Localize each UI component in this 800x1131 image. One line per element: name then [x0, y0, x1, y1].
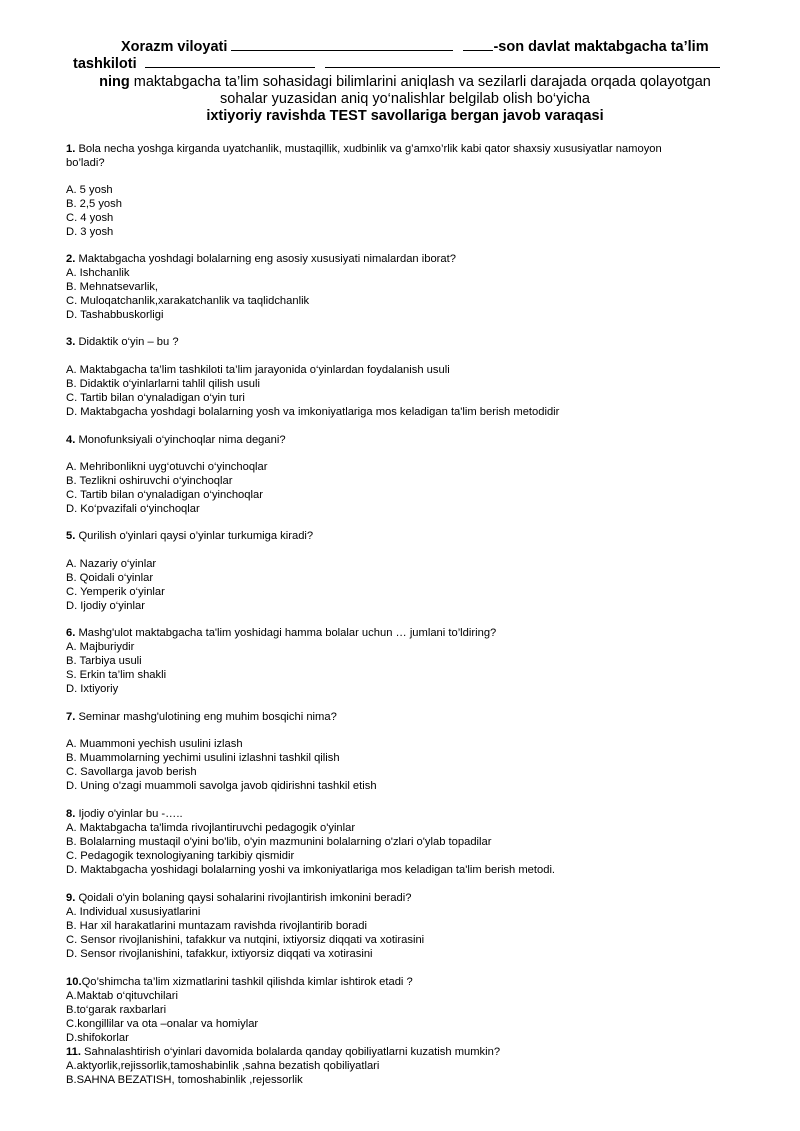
- question-text: Sahnalashtirish o‘yinlari davomida bolalarda qanday qobiliyatlarni kuzatish mumkin?: [80, 1046, 501, 1058]
- option: A. Nazariy o‘yinlar: [66, 558, 157, 570]
- header-line-4: sohalar yuzasidan aniq yo‘nalishlar belgilab olish bo‘yicha: [220, 91, 590, 107]
- option: D. Ijodiy o‘yinlar: [66, 600, 145, 612]
- option: D. Ixtiyoriy: [66, 683, 119, 695]
- question-number: 4.: [66, 434, 76, 446]
- question-number: 9.: [66, 892, 76, 904]
- header-tashkiloti: tashkiloti: [73, 56, 137, 72]
- org-blank-line-1: [145, 55, 315, 68]
- option: B. Muammolarning yechimi usulini izlashni tashkil qilish: [66, 752, 340, 764]
- question-text: Bola necha yoshga kirganda uyatchanlik, mustaqillik, xudbinlik va g’amxo’rlik kabi qator shaxsiy xususiyatlar namoyon: [75, 143, 662, 155]
- question-number: 8.: [66, 808, 76, 820]
- option: D. Uning o'zagi muammoli savolga javob qidirishni tashkil etish: [66, 780, 377, 792]
- header-line-2: [73, 55, 720, 73]
- option: D. Ko‘pvazifali o‘yinchoqlar: [66, 503, 200, 515]
- option: A. Ishchanlik: [66, 267, 130, 279]
- option: C. Pedagogik texnologiyaning tarkibiy qismidir: [66, 850, 295, 862]
- question-number: 6.: [66, 627, 76, 639]
- option: A. Maktabgacha ta'limda rivojlantiruvchi pedagogik o'yinlar: [66, 822, 356, 834]
- option: C. Tartib bilan o‘ynaladigan o‘yin turi: [66, 392, 245, 404]
- option: D.shifokorlar: [66, 1032, 129, 1044]
- question-text: Qoidali o'yin bolaning qaysi sohalarini rivojlantirish imkonini beradi?: [75, 892, 412, 904]
- header-ning: ning: [99, 74, 130, 90]
- option: A.Maktab o‘qituvchilari: [66, 990, 178, 1002]
- option: B. Qoidali o‘yinlar: [66, 572, 154, 584]
- option: D. 3 yosh: [66, 226, 114, 238]
- option: C. Savollarga javob berish: [66, 766, 197, 778]
- question-number: 2.: [66, 253, 76, 265]
- option: B. Mehnatsevarlik,: [66, 281, 159, 293]
- question-number: 3.: [66, 336, 76, 348]
- question-1-cont: bo’ladi?: [66, 157, 105, 169]
- header-line3-text: maktabgacha ta’lim sohasidagi bilimlarini aniqlash va sezilarli darajada orqada qolayotgan: [129, 74, 711, 90]
- question-text: Ijodiy o'yinlar bu -…..: [75, 808, 183, 820]
- header-line-3: [0, 73, 800, 91]
- option: C.kongillilar va ota –onalar va homiylar: [66, 1018, 259, 1030]
- header-son-label: -son davlat maktabgacha ta’lim: [493, 39, 709, 55]
- question-text: Qurilish o'yinlari qaysi o’yinlar turkumiga kiradi?: [75, 530, 314, 542]
- option: C. Sensor rivojlanishini, tafakkur va nutqini, ixtiyorsiz diqqati va xotirasini: [66, 934, 425, 946]
- option: B.to‘garak raxbarlari: [66, 1004, 167, 1016]
- question-number: 11.: [66, 1046, 81, 1058]
- option: B. Bolalarning mustaqil o'yini bo'lib, o'yin mazmunini bolalarning o'zlari o'ylab topadilar: [66, 836, 492, 848]
- option: D. Maktabgacha yoshdagi bolalarning yosh va imkoniyatlariga mos keladigan ta'lim berish metodidir: [66, 406, 560, 418]
- question-number: 1.: [66, 143, 76, 155]
- option: A. Individual xususiyatlarini: [66, 906, 201, 918]
- option: B. Har xil harakatlarini muntazam ravishda rivojlantirib boradi: [66, 920, 367, 932]
- option: D. Tashabbuskorligi: [66, 309, 164, 321]
- option: C. Tartib bilan o‘ynaladigan o‘yinchoqlar: [66, 489, 263, 501]
- question-10: [66, 975, 413, 989]
- option: B. Tezlikni oshiruvchi o‘yinchoqlar: [66, 475, 233, 487]
- option: C. Muloqatchanlik,xarakatchanlik va taqlidchanlik: [66, 295, 310, 307]
- header-line-5: ixtiyoriy ravishda TEST savollariga bergan javob varaqasi: [206, 108, 604, 124]
- question-text: Qo’shimcha ta’lim xizmatlarini tashkil qilishda kimlar ishtirok etadi ?: [81, 976, 413, 988]
- option: A. Majburiydir: [66, 641, 135, 653]
- question-1: [66, 142, 662, 156]
- region-blank-line: [231, 38, 453, 51]
- question-6: [66, 626, 496, 640]
- question-8: [66, 807, 183, 821]
- question-9: [66, 891, 411, 905]
- org-blank-line-2: [325, 55, 720, 68]
- question-text: Didaktik o‘yin – bu ?: [75, 336, 179, 348]
- option: C. 4 yosh: [66, 212, 114, 224]
- option: A. Muammoni yechish usulini izlash: [66, 738, 243, 750]
- option: A. 5 yosh: [66, 184, 113, 196]
- option: B. Tarbiya usuli: [66, 655, 142, 667]
- option: S. Erkin ta’lim shakli: [66, 669, 167, 681]
- option: B. Didaktik o‘yinlarlarni tahlil qilish usuli: [66, 378, 260, 390]
- question-2: [66, 252, 456, 266]
- question-4: [66, 433, 286, 447]
- question-text: Monofunksiyali o‘yinchoqlar nima degani?: [75, 434, 286, 446]
- option: A. Mehribonlikni uyg‘otuvchi o‘yinchoqlar: [66, 461, 268, 473]
- question-text: Seminar mashg'ulotining eng muhim bosqichi nima?: [75, 711, 337, 723]
- option: D. Sensor rivojlanishini, tafakkur, ixtiyorsiz diqqati va xotirasini: [66, 948, 373, 960]
- question-number: 5.: [66, 530, 76, 542]
- option: A. Maktabgacha ta’lim tashkiloti ta’lim jarayonida o‘yinlardan foydalanish usuli: [66, 364, 450, 376]
- question-number: 10.: [66, 976, 82, 988]
- option: B. 2,5 yosh: [66, 198, 122, 210]
- question-number: 7.: [66, 711, 76, 723]
- question-5: [66, 529, 313, 543]
- question-7: [66, 710, 337, 724]
- question-11: [66, 1045, 500, 1059]
- option: A.aktyorlik,rejissorlik,tamoshabinlik ,sahna bezatish qobiliyatlari: [66, 1060, 380, 1072]
- school-number-blank: [463, 38, 493, 51]
- question-text: Mashg'ulot maktabgacha ta'lim yoshidagi hamma bolalar uchun … jumlani to’ldiring?: [75, 627, 497, 639]
- question-3: [66, 335, 179, 349]
- header-region: Xorazm viloyati: [121, 39, 228, 55]
- option: B.SAHNA BEZATISH, tomoshabinlik ,rejessorlik: [66, 1074, 303, 1086]
- option: C. Yemperik o‘yinlar: [66, 586, 165, 598]
- option: D. Maktabgacha yoshidagi bolalarning yoshi va imkoniyatlariga mos keladigan ta'lim berish metodi.: [66, 864, 556, 876]
- header-line-1: [121, 38, 709, 56]
- question-text: Maktabgacha yoshdagi bolalarning eng asosiy xususiyati nimalardan iborat?: [75, 253, 456, 265]
